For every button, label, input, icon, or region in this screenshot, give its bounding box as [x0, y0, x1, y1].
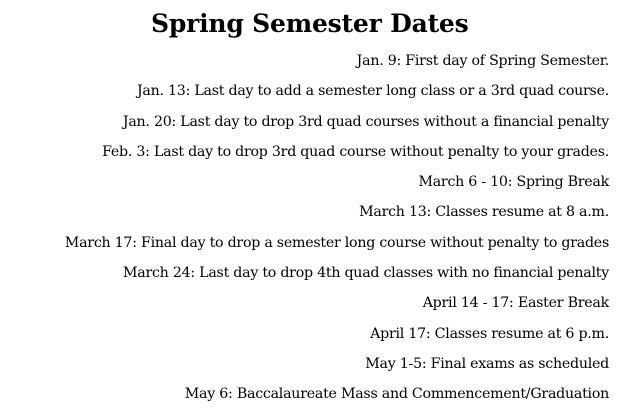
- page-title: Spring Semester Dates: [151, 9, 469, 38]
- date-item: April 14 - 17: Easter Break: [422, 295, 609, 312]
- date-item: Jan. 13: Last day to add a semester long class or a 3rd quad course.: [136, 83, 609, 100]
- date-item: Jan. 9: First day of Spring Semester.: [356, 53, 609, 69]
- date-item: May 6: Baccalaureate Mass and Commencement/Graduation: [184, 386, 609, 403]
- date-list: [65, 46, 609, 410]
- date-item: Jan. 20: Last day to drop 3rd quad courses without a financial penalty: [122, 113, 609, 130]
- date-item: March 13: Classes resume at 8 a.m.: [359, 204, 609, 221]
- date-item: March 17: Final day to drop a semester long course without penalty to grades: [64, 234, 609, 251]
- date-item: May 1-5: Final exams as scheduled: [365, 355, 609, 372]
- date-item: March 6 - 10: Spring Break: [418, 174, 609, 191]
- date-item: April 17: Classes resume at 6 p.m.: [370, 325, 609, 342]
- date-item: March 24: Last day to drop 4th quad classes with no financial penalty: [122, 265, 609, 282]
- date-item: Feb. 3: Last day to drop 3rd quad course without penalty to your grades.: [102, 143, 609, 160]
